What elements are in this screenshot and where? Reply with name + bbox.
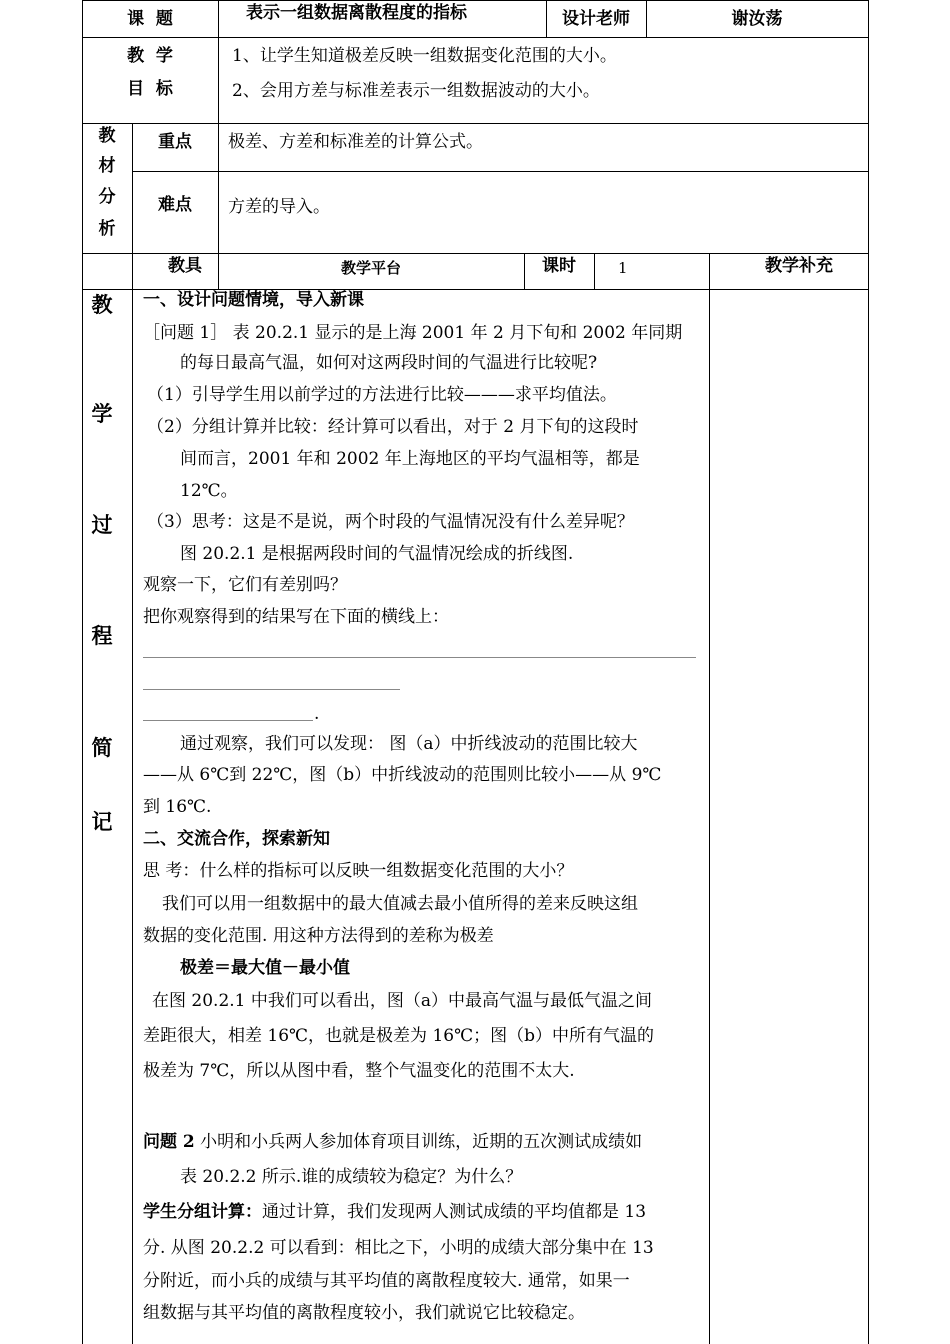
paragraph-line: 图 20.2.1 是根据两段时间的气温情况绘成的折线图. — [180, 544, 574, 564]
paragraph-line: 差距很大，相差 16℃，也就是极差为 16℃；图（b）中所有气温的 — [143, 1026, 654, 1046]
paragraph-line: 数据的变化范围. 用这种方法得到的差称为极差 — [143, 926, 494, 946]
paragraph-line: 把你观察得到的结果写在下面的横线上： — [143, 607, 449, 627]
paragraph-line: 通过观察，我们可以发现： 图（a）中折线波动的范围比较大 — [180, 734, 638, 754]
paragraph-line: 间而言，2001 年和 2002 年上海地区的平均气温相等，都是 — [180, 449, 640, 469]
section-heading-2: 二、交流合作，探索新知 — [143, 829, 330, 849]
student-calc-label: 学生分组计算： — [143, 1202, 262, 1222]
process-label-char: 学 — [91, 401, 113, 426]
grid-line — [82, 0, 869, 1]
objectives-label-2: 目 标 — [127, 79, 173, 99]
subject-label: 课 题 — [127, 9, 173, 29]
objective-item-1: 1、让学生知道极差反映一组数据变化范围的大小。 — [232, 46, 617, 66]
paragraph-line: 到 16℃. — [143, 797, 212, 817]
analysis-label-char: 教 — [98, 126, 116, 146]
range-formula: 极差＝最大值－最小值 — [180, 958, 350, 978]
objectives-label-1: 教 学 — [127, 46, 173, 66]
paragraph-line: 思 考：什么样的指标可以反映一组数据变化范围的大小？ — [143, 861, 574, 881]
grid-line — [594, 253, 595, 290]
answer-blank-line — [143, 689, 400, 690]
key-points-label: 重点 — [158, 132, 192, 152]
teaching-platform: 教学平台 — [340, 259, 401, 277]
grid-line — [132, 171, 869, 172]
lesson-title: 表示一组数据离散程度的指标 — [246, 3, 467, 23]
student-calc-text: 通过计算，我们发现两人测试成绩的平均值都是 13 — [262, 1202, 647, 1222]
grid-line — [868, 0, 869, 1344]
paragraph-line: 的每日最高气温，如何对这两段时间的气温进行比较呢? — [180, 353, 598, 373]
answer-blank-line — [143, 657, 696, 658]
process-label-char: 记 — [91, 809, 113, 834]
question-2-label: 问题 2 — [143, 1132, 195, 1152]
paragraph-line: 组数据与其平均值的离散程度较小，我们就说它比较稳定。 — [143, 1303, 585, 1323]
paragraph-line: 极差为 7℃，所以从图中看，整个气温变化的范围不太大. — [143, 1061, 575, 1081]
analysis-label-char: 材 — [98, 156, 116, 176]
paragraph-line: 我们可以用一组数据中的最大值减去最小值所得的差来反映这组 — [162, 894, 638, 914]
answer-blank-line — [143, 720, 313, 721]
paragraph-line: 12℃。 — [180, 481, 238, 501]
grid-line — [82, 123, 869, 124]
paragraph-line: （1）引导学生用以前学过的方法进行比较———求平均值法。 — [147, 385, 617, 405]
objective-item-2: 2、会用方差与标准差表示一组数据波动的大小。 — [232, 81, 600, 101]
supplement-label: 教学补充 — [765, 256, 833, 276]
paragraph-line: 观察一下，它们有差别吗？ — [143, 575, 347, 595]
process-label-char: 简 — [91, 735, 113, 760]
teaching-tools-label: 教具 — [168, 256, 202, 276]
blank-line-period: . — [314, 704, 320, 724]
paragraph-line: 分. 从图 20.2.2 可以看到：相比之下，小明的成绩大部分集中在 13 — [143, 1238, 654, 1258]
process-label-char: 过 — [91, 512, 113, 537]
paragraph-line: ——从 6℃到 22℃，图（b）中折线波动的范围则比较小——从 9℃ — [143, 765, 662, 785]
question-2-line — [143, 1131, 642, 1153]
student-calc-line — [143, 1201, 646, 1223]
paragraph-line: （2）分组计算并比较：经计算可以看出，对于 2 月下旬的这段时 — [147, 417, 639, 437]
grid-line — [218, 0, 219, 290]
grid-line — [82, 253, 869, 254]
class-hours-value: 1 — [618, 259, 628, 277]
difficult-points-label: 难点 — [158, 195, 192, 215]
grid-line — [132, 123, 133, 1344]
process-label-char: 程 — [91, 623, 113, 648]
analysis-label-char: 析 — [98, 219, 116, 239]
designer-label: 设计老师 — [562, 9, 630, 29]
key-points-text: 极差、方差和标准差的计算公式。 — [228, 132, 483, 152]
paragraph-line: 分附近，而小兵的成绩与其平均值的离散程度较大. 通常，如果一 — [143, 1271, 630, 1291]
class-hours-label: 课时 — [542, 256, 576, 276]
paragraph-line: ［问题 1］ 表 20.2.1 显示的是上海 2001 年 2 月下旬和 2002 年同期 — [143, 323, 683, 343]
section-heading-1: 一、设计问题情境，导入新课 — [143, 290, 364, 310]
grid-line — [82, 37, 869, 38]
designer-name: 谢汝荡 — [731, 9, 783, 29]
paragraph-line: 表 20.2.2 所示.谁的成绩较为稳定？为什么？ — [180, 1167, 523, 1187]
grid-line — [709, 253, 710, 1344]
analysis-label-char: 分 — [98, 187, 116, 207]
paragraph-line: （3）思考：这是不是说，两个时段的气温情况没有什么差异呢？ — [147, 512, 634, 532]
process-label-char: 教 — [91, 292, 113, 317]
paragraph-line: 在图 20.2.1 中我们可以看出，图（a）中最高气温与最低气温之间 — [152, 991, 653, 1011]
question-2-text: 小明和小兵两人参加体育项目训练，近期的五次测试成绩如 — [194, 1132, 643, 1152]
difficult-points-text: 方差的导入。 — [228, 197, 330, 217]
